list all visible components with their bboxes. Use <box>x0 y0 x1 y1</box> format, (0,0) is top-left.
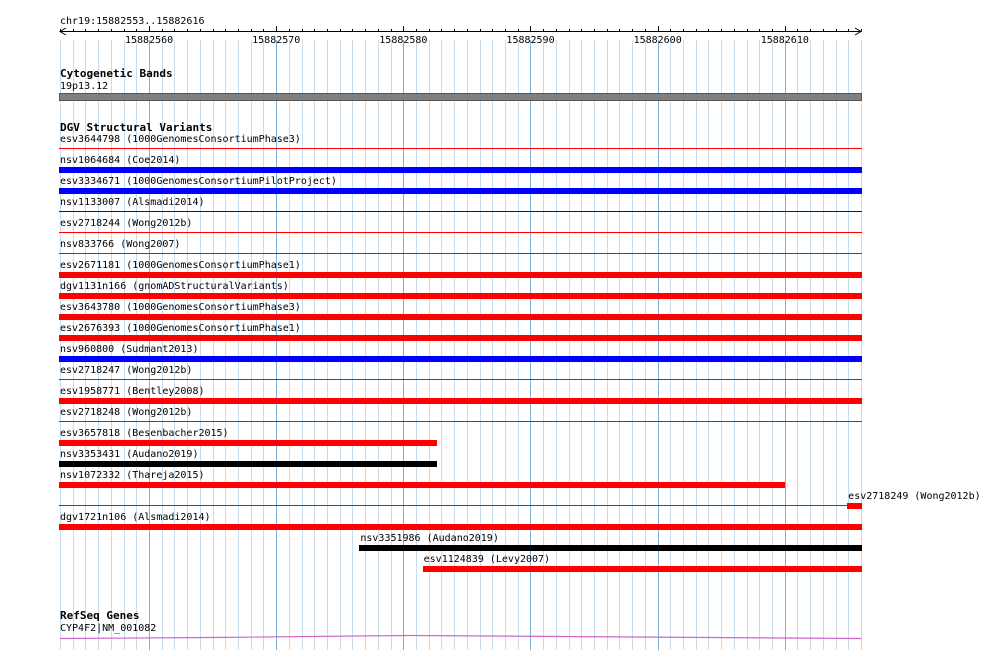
dgv-feature-bar[interactable] <box>59 335 862 341</box>
ruler-tick-label: 15882610 <box>760 35 809 46</box>
dgv-feature-label[interactable]: esv1958771 (Bentley2008) <box>60 386 205 397</box>
dgv-feature-bar[interactable] <box>59 167 862 173</box>
location-label: chr19:15882553..15882616 <box>60 16 205 27</box>
dgv-feature-label[interactable]: nsv1072332 (Thareja2015) <box>60 470 205 481</box>
dgv-feature-label[interactable]: esv2718247 (Wong2012b) <box>60 365 193 376</box>
ruler-tick-label: 15882590 <box>506 35 555 46</box>
dgv-feature-label[interactable]: nsv1064684 (Coe2014) <box>60 155 181 166</box>
cytoband-track-title: Cytogenetic Bands <box>60 67 173 80</box>
dgv-feature-bar[interactable] <box>423 566 862 572</box>
dgv-feature-label[interactable]: esv3334671 (1000GenomesConsortiumPilotProject) <box>60 176 337 187</box>
cytoband-label[interactable]: 19p13.12 <box>60 81 109 92</box>
dgv-feature-bar[interactable] <box>59 440 437 446</box>
dgv-feature-line[interactable] <box>59 148 862 149</box>
dgv-feature-line[interactable] <box>59 379 862 380</box>
dgv-feature-bar[interactable] <box>59 461 437 467</box>
dgv-feature-label[interactable]: nsv3353431 (Audano2019) <box>60 449 199 460</box>
dgv-feature-label[interactable]: esv2676393 (1000GenomesConsortiumPhase1) <box>60 323 301 334</box>
ruler-tick-label: 15882570 <box>252 35 301 46</box>
dgv-feature-label[interactable]: nsv960800 (Sudmant2013) <box>60 344 199 355</box>
dgv-feature-bar[interactable] <box>847 503 862 509</box>
dgv-feature-label[interactable]: esv1124839 (Levy2007) <box>423 554 551 565</box>
dgv-feature-label[interactable]: esv2671181 (1000GenomesConsortiumPhase1) <box>60 260 301 271</box>
ruler-tick-label: 15882580 <box>379 35 428 46</box>
dgv-feature-bar[interactable] <box>59 398 862 404</box>
dgv-feature-bar[interactable] <box>59 314 862 320</box>
dgv-feature-bar[interactable] <box>59 356 862 362</box>
cytoband-bar[interactable] <box>59 93 862 101</box>
dgv-feature-line[interactable] <box>59 232 862 233</box>
dgv-feature-label[interactable]: nsv3351986 (Audano2019) <box>360 533 499 544</box>
dgv-feature-line[interactable] <box>59 253 862 254</box>
dgv-feature-label[interactable]: dgv1721n106 (Alsmadi2014) <box>60 512 211 523</box>
refseq-track-title: RefSeq Genes <box>60 609 140 622</box>
dgv-feature-bar[interactable] <box>59 482 785 488</box>
dgv-feature-label[interactable]: dgv1131n166 (gnomADStructuralVariants) <box>60 281 289 292</box>
dgv-feature-bar[interactable] <box>59 272 862 278</box>
dgv-feature-bar[interactable] <box>59 293 862 299</box>
dgv-feature-bar[interactable] <box>59 524 862 530</box>
ruler-tick-label: 15882600 <box>633 35 682 46</box>
dgv-feature-label[interactable]: esv2718248 (Wong2012b) <box>60 407 193 418</box>
dgv-feature-label[interactable]: nsv1133007 (Alsmadi2014) <box>60 197 205 208</box>
dgv-feature-label[interactable]: nsv833766 (Wong2007) <box>60 239 181 250</box>
dgv-feature-label[interactable]: esv3643780 (1000GenomesConsortiumPhase3) <box>60 302 301 313</box>
dgv-feature-line[interactable] <box>59 211 862 212</box>
dgv-feature-line[interactable] <box>59 505 847 506</box>
dgv-track-title: DGV Structural Variants <box>60 121 213 134</box>
gene-label[interactable]: CYP4F2|NM_001082 <box>60 623 157 634</box>
dgv-feature-label[interactable]: esv2718244 (Wong2012b) <box>60 218 193 229</box>
dgv-feature-bar[interactable] <box>59 188 862 194</box>
dgv-feature-line[interactable] <box>59 421 862 422</box>
dgv-feature-bar[interactable] <box>359 545 862 551</box>
ruler-tick-label: 15882560 <box>125 35 174 46</box>
dgv-feature-label[interactable]: esv3657818 (Besenbacher2015) <box>60 428 229 439</box>
dgv-feature-label[interactable]: esv3644798 (1000GenomesConsortiumPhase3) <box>60 134 301 145</box>
dgv-feature-label[interactable]: esv2718249 (Wong2012b) <box>848 491 981 502</box>
